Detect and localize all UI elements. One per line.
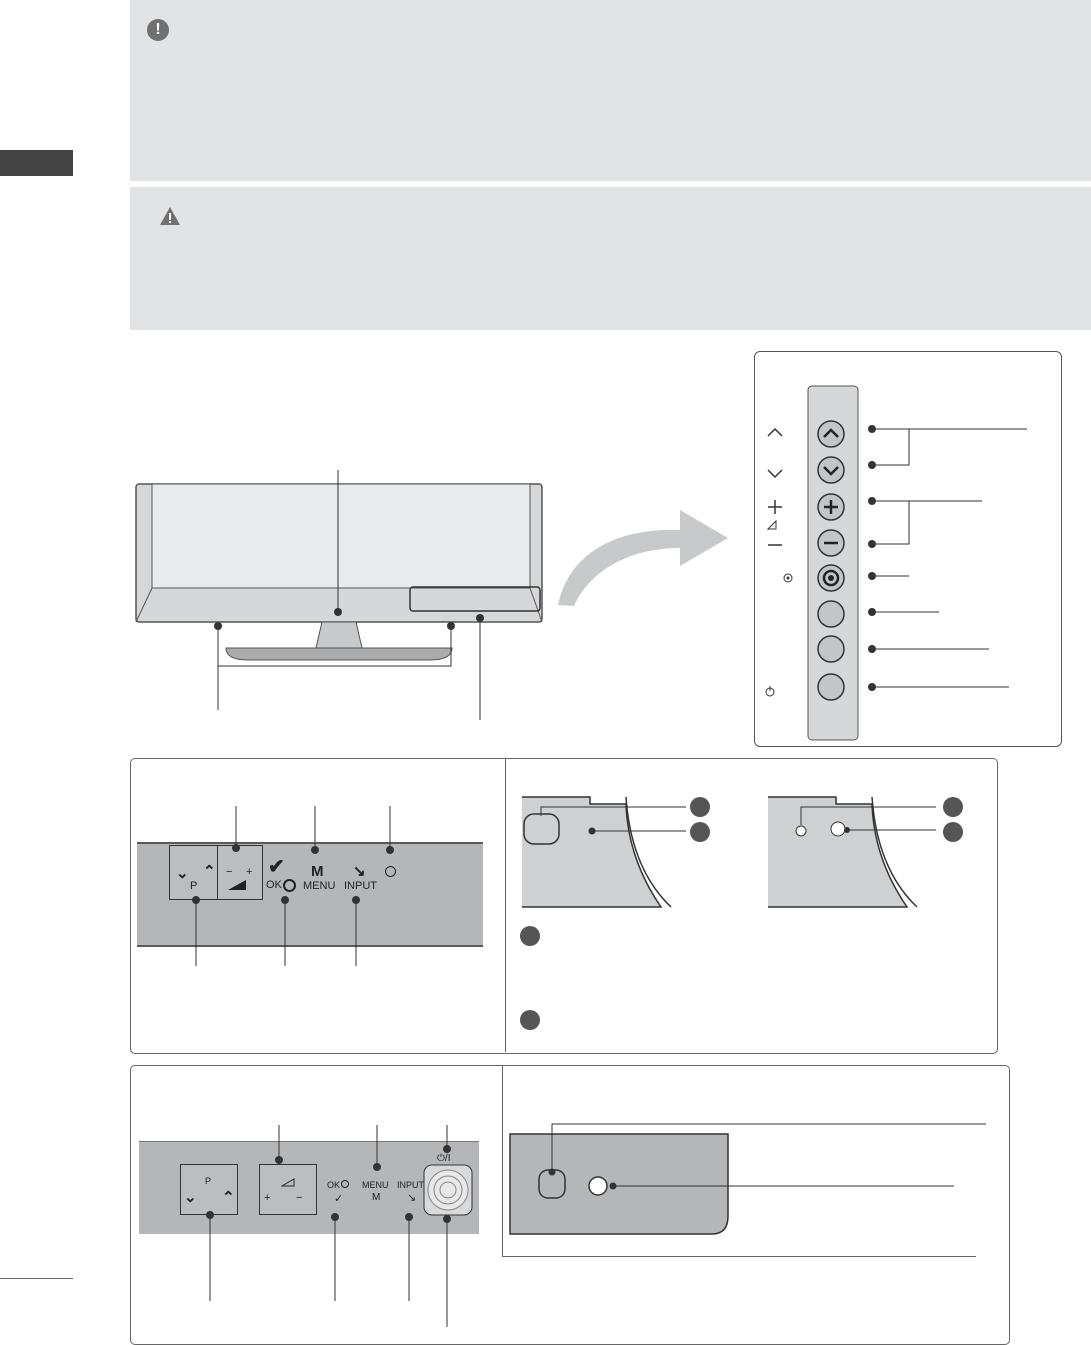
program-label-b: P — [205, 1176, 212, 1186]
panel-b-leaders — [130, 1065, 505, 1343]
marker-1 — [520, 926, 540, 946]
panel-a-leaders — [130, 758, 505, 998]
menu-label: MENU — [303, 880, 336, 892]
power-label-b: ⏻/I — [437, 1153, 451, 1164]
ok-label: OK — [266, 879, 282, 891]
side-controls-diagram — [754, 351, 1060, 745]
warning-triangle-icon — [159, 206, 181, 226]
marker-2 — [520, 1010, 540, 1030]
page-rule — [0, 1278, 73, 1279]
exclamation-icon: ! — [147, 19, 169, 41]
curved-arrow-icon — [550, 500, 740, 610]
program-up-icon: ⌃ — [203, 863, 216, 880]
input-arrow-icon: ↘ — [353, 863, 366, 880]
volume-minus-icon: − — [226, 866, 233, 878]
volume-minus-icon-b: − — [296, 1192, 303, 1204]
input-label-b: INPUT — [397, 1180, 424, 1190]
menu-icon-b: M — [372, 1192, 381, 1203]
menu-icon: M — [311, 863, 324, 880]
input-label: INPUT — [344, 880, 377, 892]
program-down-icon-b: ⌄ — [184, 1189, 197, 1206]
menu-label-b: MENU — [362, 1180, 389, 1190]
ok-check-icon-b: ✓ — [334, 1193, 344, 1205]
notice-box — [130, 0, 1091, 181]
program-down-icon: ⌄ — [176, 865, 189, 882]
input-arrow-icon-b: ↘ — [407, 1192, 417, 1204]
ok-check-icon: ✔ — [268, 856, 285, 878]
volume-plus-icon: + — [246, 866, 253, 878]
ok-label-b: OK — [327, 1180, 341, 1190]
sensor-diagram-b — [502, 1066, 1002, 1256]
program-up-icon-b: ⌃ — [222, 1189, 235, 1206]
caution-box — [130, 187, 1091, 330]
sensor-diagram-a — [506, 759, 996, 1049]
program-label: P — [190, 880, 198, 892]
volume-plus-icon-b: + — [264, 1192, 271, 1204]
tv-front-illustration — [130, 470, 550, 720]
section-tab — [0, 150, 73, 176]
